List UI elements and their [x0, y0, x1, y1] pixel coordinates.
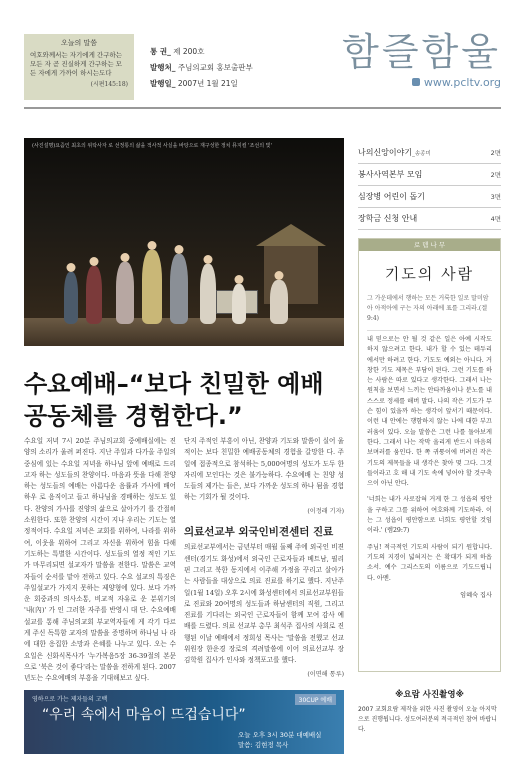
- issue-date: 발행일_ 2007년 1월 21일: [150, 79, 238, 88]
- article-text-left: 수요일 저녁 7시 20분 주님의교회 중예배실에는 진 양의 소리가 울려 퍼진다. 지난 주일과 다가올 주일의 중심에 있는 수요일 저녁을 하나님 앞에 예배로 드리 고자 하는 성도들의 찬양이다. 마음과 뜻을 다해 찬양 하는 성도들의 예배는 아름다운 음률과 가사에 배어 하우 로 음직이고 들고 하나님을 경배하는 성도도 있다. 찬양의 가사를 진양의 삶으로 살아가기 를 간절히 소원한다. 또한 찬양의 시간이 지나 우리는 기도는 열정적이다. 수요일 저녁은 교회를 위하여, 나라를 위하여, 이웃을 위하여 그리고 자신을 위하여 힘을 다해 기도하는 특별한 시간이다. 성도들의 열정 적인 기도가 마무리되면 설교자가 말씀을 전한다. 말씀은 교역자들이 순서를 맡아 전하고 있다. 수요 설교의 특징은 주일설교가 가지지 못하는 제양형에 있다. 보다 가까운 회중과의 의사소통, 비교적 자유로 운 분위기의 '내(內)' 가 인 그러한 자주를 반영시 대 단. 수요예배 설교를 통해 주님의교회 부교역자들에 게 각기 다르게 주신 독특함 교자의 말씀을 증명하며 하나님 나 라에 대한 응집한 소망과 은혜를 나누고 있다. 오는 수요일은 신화식목사가 '누가복음5장 36-39절의 본문으로 '북은 것이 좋다'라는 말씀을 전하게 된다. 2007년도는 수요예배의 부흥을 기대해보고 싶다.: [24, 437, 176, 683]
- url-bullet-icon: [412, 78, 420, 86]
- verse-text: 여호와께서는 자기에게 간구하는 모든 자 곧 진실하게 간구하는 모든 자에게 가까이 하시는도다: [30, 51, 123, 77]
- essay-body: 내 믿으로는 안 될 것 같은 일은 아예 시작도 하지 않으려고 한다. 내가 할 수 있는 테두리 에서만 하려고 한다. 기도도 예외는 아니다. 거창한 기도 제목은 부담이 된다. 그런 기도를 하는 사람은 따로 있다고 생각한다. 그래서 나는 원칙을 보면서 느끼는 안타까움이나 분노를 내 스스로 정세를 해버 말다. 나의 작은 기도가 무슨 힘이 있을까 하는 생각이 앞서기 때문이다. 이런 내 안에는 행함하지 않는 나에 대한 부끄러움이 있다. 오늘 말씀은 그런 나를 돌아보게 한다. 그래서 나는 작막 올리게 반드시 마음의 보며러를 움인다. 한 쪽 귀퉁이에 버려진 작은 기도의 제목들을 내 생각은 찾아 몇 그다. 그것들이라고 호 해 내 기도 속에 넣어야 할 것구축으이 아닌 안다.: [367, 336, 492, 488]
- ad-tag: 30CUP 예배: [295, 694, 336, 705]
- toc-item[interactable]: 나의신앙이야기_송종미 2면: [358, 142, 501, 164]
- article-column-right: [184, 436, 344, 680]
- toc-page: 3면: [490, 193, 501, 201]
- actor-figure: [86, 266, 102, 324]
- photo-notice-text: 2007 교회요람 제작을 위한 사진 촬영이 오늘 아지막으로 진행됩니다. 성도여러분의 적극적인 참여 바랍니다.: [358, 706, 497, 733]
- actor-figure: [170, 254, 188, 324]
- ad-time: 오늘 오후 3시 30분 대예배실: [238, 731, 322, 739]
- photo-notice: [358, 688, 501, 735]
- article-byline: (이정래 기자): [307, 507, 344, 515]
- issue-info: [150, 44, 253, 92]
- actor-figure: [116, 262, 134, 324]
- sub-article-headline: 의료선교부 외국인비젼센터 진료: [184, 526, 334, 539]
- issue-number: 통 권_ 제 200호: [150, 47, 205, 56]
- sub-article-byline: (이면해 통루): [307, 670, 344, 678]
- verse-title: 오늘의 말씀: [60, 39, 98, 47]
- photo-notice-heading: ※요람 사진촬영※: [395, 690, 464, 700]
- essay-quote: '너희는 내가 사로잡혀 거게 한 그 성읍의 평안을 구하고 그를 위하여 여호와께 기도하라. 이는 그 성읍이 평안함으로 너희도 평안할 것임이라.' (렘29:7): [367, 496, 492, 535]
- stage-hut: [256, 224, 326, 304]
- table-of-contents: [358, 142, 501, 230]
- actor-figure: [142, 250, 162, 324]
- essay-signature: 임혜숙 집사: [460, 591, 492, 599]
- header-divider: [24, 107, 501, 109]
- actor-figure: [232, 284, 246, 324]
- essay-box: [358, 238, 501, 672]
- essay-title: 기도의 사람: [384, 265, 475, 283]
- essay-band: 로 뎀 나 무: [359, 239, 500, 251]
- toc-page: 2면: [490, 171, 501, 179]
- toc-page: 4면: [490, 215, 501, 223]
- essay-divider: [367, 330, 492, 331]
- essay-lead: 그 가운데에서 행하는 모든 거룩한 일로 말미암아 아적아에 구는 자의 아래에 표를 그리라.(겔 9:4): [367, 295, 489, 322]
- toc-page: 2면: [490, 149, 501, 157]
- toc-item[interactable]: 봉사사역본부 모임 2면: [358, 164, 501, 186]
- article-headline: 수요예배–“보다 친밀한 예배공동체를 경험한다.”: [24, 370, 324, 430]
- masthead-title: 함즐함울: [342, 30, 501, 74]
- worship-ad-banner[interactable]: [24, 690, 344, 754]
- sub-article-text: 의료선교부에서는 금년부터 매월 둘째 주에 외국인 비젼센터(경기도 화성)에서 외국인 근로자들과 베트남, 필리핀 그리고 북한 동지에서 이주해 가정을 꾸리고 살아가는 사람들을 대상으로 의료 진료를 하기로 했다. 지난주일(1월 14일) 오후 2시에 화성센터에서 의료선교부원들로 진료와 20여명의 성도들과 하남센터의 직원, 그리고 진료를 기다리는 외국인 근로자들이 함께 모여 감사 예배를 드렸다. 의료 선교부 총무 최석주 집사의 사회로 진행된 이날 예배에서 정희성 목사는 '말씀을 전했고 선교위원장 한운경 장로의 격려말씀에 이어 의료선교부 장 김학원 집사가 인사와 정책포고를 했다.: [184, 543, 344, 665]
- ad-top-text: 영하으로 가는 제자들의 고백: [32, 696, 108, 703]
- daily-verse-box: [24, 34, 134, 100]
- issue-publisher: 발행처_ 주님의교회 홍보출판부: [150, 63, 253, 72]
- ad-slogan: “우리 속에서 마음이 뜨겁습니다”: [42, 707, 246, 723]
- photo-caption: (사진설명)요즘인 최초의 위탁사자 로 선정통의 삶을 적사적 사실을 바탕으로 재구성한 정치 뮤지컬 '조선의 빛': [32, 143, 272, 149]
- ad-speaker: 말씀: 김현정 목사: [238, 741, 289, 749]
- toc-item[interactable]: 심장병 어린이 돕기 3면: [358, 186, 501, 208]
- toc-item[interactable]: 장학금 신청 안내 4면: [358, 208, 501, 230]
- masthead-url[interactable]: www.pcltv.org: [336, 76, 501, 89]
- actor-figure: [64, 272, 78, 324]
- article-text-right: 단지 주적인 부흥이 아닌, 찬양과 기도와 말씀이 실어 울적이는 보다 친밀한 예배공동체의 경험을 갈망한 다. 주일에 접종적으로 참석하는 5,000여명의 성도가 도두 한 자리에 모인다는 것은 불가능하다. 수요예배 는 친양 성도들의 제가는 들은, 보다 가까운 성도의 하나 됨을 경험하는 기회가 될 것이다.: [184, 437, 344, 502]
- musical-photo: [24, 138, 344, 346]
- ad-info: [238, 730, 321, 750]
- masthead: [336, 30, 501, 89]
- verse-reference: (시편145:18): [90, 81, 128, 89]
- actor-figure: [200, 264, 216, 324]
- actor-figure: [270, 280, 288, 324]
- article-body: [24, 436, 344, 708]
- essay-closing: 주님! 적극적인 기도의 사람이 되기 원합니다. 기도의 지경이 넓혀지는 은 확대가 되게 하옵소서. 예수 그리스도의 이름으로 기도드립니다. 아멘.: [367, 543, 492, 582]
- page-header: [0, 0, 521, 108]
